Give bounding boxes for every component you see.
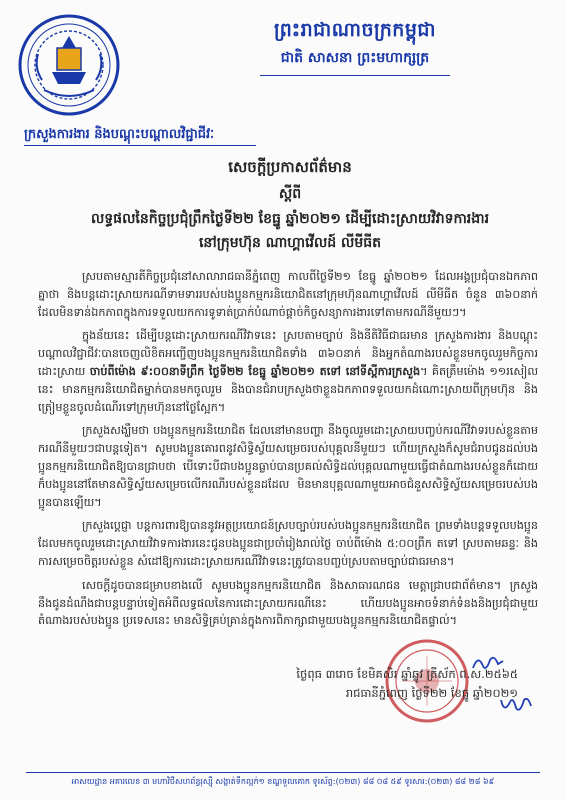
motto-divider bbox=[260, 75, 450, 76]
gregorian-date: រាជធានីភ្នំពេញ ថ្ងៃទី២២ ខែធ្នូ ឆ្នាំ២០២១ bbox=[345, 686, 518, 700]
paragraph-4: ក្រសួងប្តេជ្ញា បន្តការពារឱ្យបាននូវអត្ថប្រយោជន៍ស្របច្បាប់របស់បងប្អូនកម្មករនិយោជិត ព្រមទាំងបន្តទទួលបងប្អូនដែលមកចូលរួមដោះស្រាយវិវាទការងារនេះជូនបងប្អូនជាប្រចាំរៀងរាល់ថ្ងៃ ចាប់ពីម៉ោង ៥:០០ព្រឹក តទៅ ស្របតាមឆន្ទៈ និងការសម្រេចចិត្តរបស់ខ្លួន សំដៅឱ្យការដោះស្រាយករណីវិវាទនេះត្រូវបានបញ្ចប់ស្របតាមច្បាប់ជាធរមាន។ bbox=[38, 519, 538, 568]
national-motto: ជាតិ សាសនា ព្រះមហាក្សត្រ bbox=[280, 50, 430, 66]
paragraph-2 bbox=[38, 327, 538, 416]
initial-signature bbox=[470, 652, 506, 674]
paragraph-2-part-a: ក្នុងន័យនេះ ដើម្បីបន្តដោះស្រាយករណីវិវាទនេះ ស្របតាមច្បាប់ និងនីតិវិធីជាធរមាន ក្រសួងការងារ និងបណ្តុះបណ្តាលវិជ្ជាជីវៈបានចេញលិខិតអញ្ជើញបងប្អូនកម្មករនិយោជិតទាំង ៣៦០នាក់ និងអ្នកតំណាងរបស់ខ្លួនមកចូលរួមកិច្ចការដោះស្រាយ bbox=[38, 329, 538, 378]
letterhead bbox=[205, 18, 505, 76]
paragraph-1: ស្របតាមស្មារតីកិច្ចប្រជុំនៅសាលារាជធានីភ្នំពេញ កាលពីថ្ងៃទី២១ ខែធ្នូ ឆ្នាំ២០២១ ដែលអង្គប្រជុំបានឯកភាពគ្នាថា និងបន្តដោះស្រាយករណីទាមទាររបស់បងប្អូនកម្មករនិយោជិតនៅក្រុមហ៊ុនណាហ្គាវើលដ៍ លីមីធីត ចំនួន ៣៦០នាក់ ដែលមិនទាន់ឯកភាពក្នុងការទទួលយកការទូទាត់ប្រាក់បំណាច់ផ្តាច់កិច្ចសន្យាការងារទៅតាមករណីនីមួយៗ។ bbox=[38, 270, 538, 319]
footer-divider bbox=[26, 772, 540, 773]
paragraph-3: ក្រសួងសង្ឃឹមថា បងប្អូនកម្មករនិយោជិត ដែលនៅមានបញ្ហា នឹងចូលរួមដោះស្រាយបញ្ចប់ករណីវិវាទរបស់ខ្លួនតាមករណីនីមួយៗជាបន្តទៀត។ សូមបងប្អូនគោរពនូវសិទ្ធិស្វ័យសម្រេចរបស់បុគ្គលនីមួយៗ ហើយក្រសួងក៏សូមជំរាបជូនដល់បងប្អូនកម្មករនិយោជិតឱ្យបានជ្រាបថា បើទោះបីជាបងប្អូនធ្លាប់បានប្រគល់សិទ្ធិដល់បុគ្គលណាមួយធ្វើជាតំណាងរបស់ខ្លួនក៏ដោយ ក៏បងប្អូននៅតែមានសិទ្ធិស្វ័យសម្រេចលើករណីរបស់ខ្លួនដដែល មិនមានបុគ្គលណាមួយអាចជំនួសសិទ្ធិស្វ័យសម្រេចរបស់បងប្អូនបានឡើយ។ bbox=[38, 424, 538, 509]
lunar-date: ថ្ងៃពុធ ៣រោច ខែមិគសិរ ឆ្នាំឆ្លូវ ត្រីស័ក ព.ស.២៥៦៥ bbox=[296, 667, 518, 681]
about-label: ស្តីពី bbox=[278, 186, 302, 202]
subject-line-1: លទ្ធផលនៃកិច្ចប្រជុំព្រឹកថ្ងៃទី២២ ខែធ្នូ ឆ្នាំ២០២១ ដើម្បីដោះស្រាយវិវាទការងារ bbox=[90, 211, 490, 227]
kingdom-title: ព្រះរាជាណាចក្រកម្ពុជា bbox=[274, 19, 436, 41]
ministry-emblem-logo bbox=[10, 10, 128, 120]
paragraph-5: សេចក្តីដូចបានជម្រាបខាងលើ សូមបងប្អូនកម្មករនិយោជិត និងសាធារណជន មេត្តាជ្រាបជាព័ត៌មាន។ ក្រសួងនឹងជូនដំណឹងជាបន្តបន្ទាប់ទៀតអំពីលទ្ធផលនៃការដោះស្រាយករណីនេះ ហើយបងប្អូនអាចទំនាក់ទំនងនិងប្រជុំជាមួយតំណាងរបស់បងប្អូន ប្រទេសនេះ មានសិទ្ធិគ្រប់គ្រាន់ក្នុងការពិភាក្សាជាមួយបងប្អូនកម្មករនិយោជិតផ្ទាល់។ bbox=[38, 578, 538, 628]
minister-signature bbox=[498, 692, 534, 716]
ministry-name: ក្រសួងការងារ និងបណ្តុះបណ្តាលវិជ្ជាជីវៈ bbox=[24, 127, 215, 142]
footer-address: អាសយដ្ឋាន អគារលេខ ៣ មហាវិថីសហព័ន្ធរុស្ស៊ី សង្កាត់ទឹកល្អក់១ ខណ្ឌទួលគោក ទូរស័ព្ទ:(០២៣) ៨៨ ០៨ ៥៩ ទូរសារ:(០២៣) ៨៨ ២៨ ៦៩ bbox=[71, 777, 495, 786]
press-release-title: សេចក្តីប្រកាសព័ត៌មាន bbox=[228, 158, 352, 176]
document-body bbox=[38, 268, 538, 636]
paragraph-2-part-b: ។ គិតត្រឹមម៉ោង ១១រសៀល នេះ មានកម្មករនិយោជិតម្នាក់បានមកចូលរួម និងបានជំរាបក្រសួងថាខ្លួនឯកភាពទទួលយកដំណោះស្រាយពីក្រុមហ៊ុន និងត្រៀមខ្លួនចូលដំណើរទៅក្រុមហ៊ុននៅថ្ងៃស្អែក។ bbox=[38, 364, 538, 414]
subject-line-2: នៅក្រុមហ៊ុន ណាហ្គាវើលដ៍ លីមីធីត bbox=[198, 235, 382, 251]
document-titles bbox=[70, 158, 510, 254]
paragraph-2-highlight: ចាប់ពីម៉ោង ៩:០០នាទីព្រឹក ថ្ងៃទី២២ ខែធ្នូ ឆ្នាំ២០២១ តទៅ នៅទីស្តីការក្រសួង bbox=[89, 364, 421, 378]
ministry-divider bbox=[24, 145, 256, 146]
